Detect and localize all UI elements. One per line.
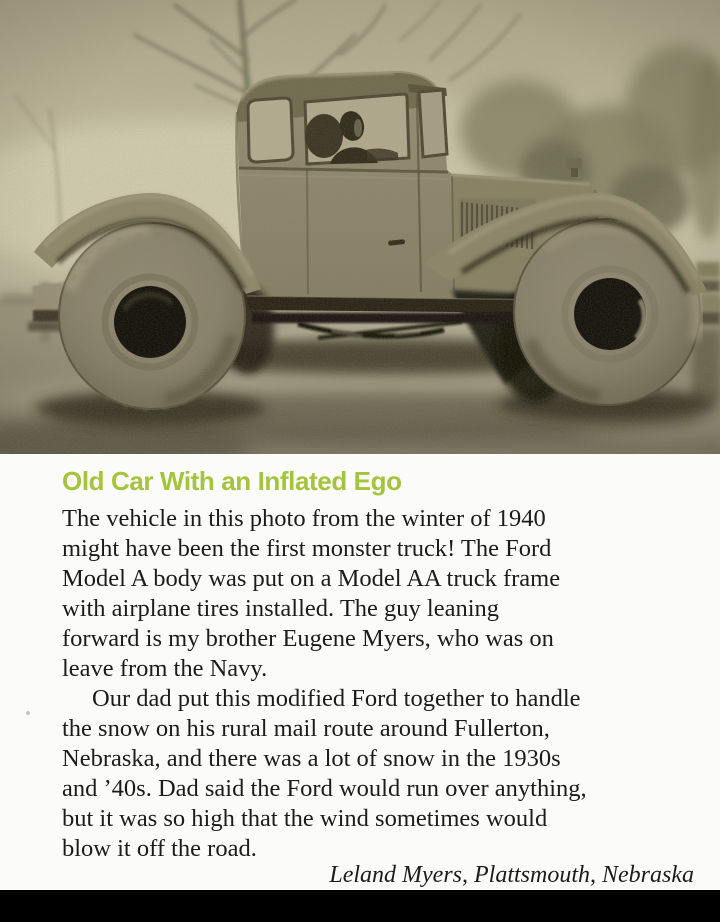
text-line: forward is my brother Eugene Myers, who was on (62, 625, 554, 652)
text-line: Model A body was put on a Model AA truck frame (62, 565, 561, 592)
text-line: with airplane tires installed. The guy leaning (62, 595, 500, 622)
text-line: Our dad put this modified Ford together to handle (92, 685, 581, 712)
article (0, 454, 720, 890)
article-paragraph-2 (62, 684, 694, 864)
article-paragraph-1 (62, 504, 694, 684)
text-line: and ’40s. Dad said the Ford would run over anything, (62, 775, 587, 802)
article-heading: Old Car With an Inflated Ego (62, 466, 402, 496)
text-line: leave from the Navy. (62, 655, 268, 682)
text-line: the snow on his rural mail route around Fullerton, (62, 715, 550, 742)
text-line: but it was so high that the wind sometimes would (62, 805, 548, 832)
attribution: Leland Myers, Plattsmouth, Nebraska (329, 862, 694, 888)
vintage-car-photo (0, 0, 720, 454)
text-line: The vehicle in this photo from the winter of 1940 (62, 505, 546, 532)
scan-speck (26, 711, 30, 715)
text-line: blow it off the road. (62, 835, 257, 862)
text-line: Nebraska, and there was a lot of snow in the 1930s (62, 745, 561, 772)
text-line: might have been the first monster truck! The Ford (62, 535, 552, 562)
bottom-bar (0, 890, 720, 922)
photo-grain (0, 0, 720, 454)
